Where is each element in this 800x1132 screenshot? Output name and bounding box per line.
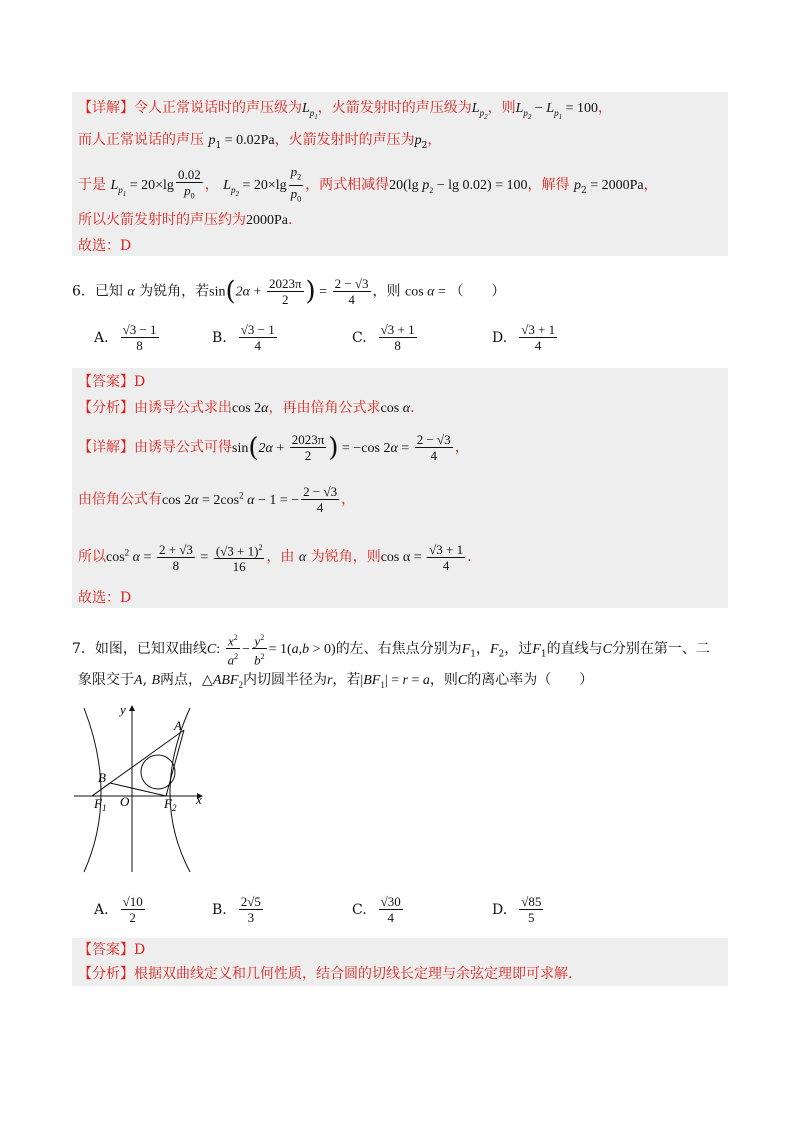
detail-tag: 【详解】令人正常说话时的声压级为 — [78, 100, 302, 116]
solution5-line5: 故选：D — [78, 238, 132, 254]
q6-stem: 6．已知 α 为锐角，若sin(2α + $\frac{2023\pi}{2}$ ) = $\frac{2 - √3}{4}$ ，则 cos α = （ ） — [72, 276, 506, 307]
incircle — [141, 755, 175, 789]
q7-option-d[interactable] — [492, 894, 545, 925]
option-denominator: 8 — [136, 338, 143, 353]
option-denominator: 5 — [528, 910, 535, 925]
q7-option-c[interactable] — [352, 894, 405, 925]
f1-letter: F — [94, 796, 102, 811]
q7-option-b[interactable] — [212, 894, 265, 925]
solution5-line3: 于是 $L_{p_1} = 20\times\lg$ $\frac{0.02}{p_0}$ ， $L_{p_2} = 20\times\lg$ $\frac{p_2}{p_0}$ ，两式相减得20(lg $p_2 - \lg 0.02) = 100$，解得 $p_2 = 2000Pa$， — [78, 164, 658, 204]
option-denominator: 8 — [394, 338, 401, 353]
option-numerator: √3 + 1 — [380, 322, 415, 337]
q7-stem-line2: 象限交于A, B两点，$\triangle ABF_2$内切圆半径为r，若$|BF_1| = r = a$，则C的离心率为（ ） — [78, 672, 594, 690]
origin-label: O — [120, 794, 130, 809]
option-label: B. — [212, 329, 227, 346]
point-a-label: A — [174, 718, 182, 733]
option-label: B. — [212, 901, 227, 918]
option-numerator: √3 + 1 — [521, 322, 556, 337]
option-label: C. — [352, 329, 367, 346]
q6-option-c[interactable] — [352, 322, 419, 353]
option-numerator: √85 — [521, 894, 542, 909]
q7-option-a[interactable] — [94, 894, 147, 925]
option-label: D. — [492, 329, 508, 346]
left-branch — [84, 708, 101, 872]
option-numerator: √3 − 1 — [122, 322, 157, 337]
q6-analysis: 【分析】由诱导公式求出cos 2α，再由倍角公式求cos α. — [78, 400, 415, 416]
option-label: C. — [352, 901, 367, 918]
q6-choose: 故选：D — [78, 590, 132, 606]
line-b-f2 — [110, 783, 166, 796]
option-numerator: √30 — [380, 894, 401, 909]
option-numerator: √10 — [122, 894, 143, 909]
q6-answer: 【答案】D — [78, 374, 146, 390]
y-label: y — [120, 702, 126, 717]
q6-option-d[interactable] — [492, 322, 559, 353]
hyperbola-figure — [70, 700, 220, 880]
option-denominator: 2 — [129, 910, 136, 925]
q6-option-b[interactable] — [212, 322, 279, 353]
q6-detail2: 由倍角公式有$\cos 2\alpha = 2\cos^2$ α − 1 = − $\frac{2 - √3}{4}$ ， — [78, 484, 356, 515]
f2-letter: F — [164, 796, 172, 811]
solution5-line1: 【详解】令人正常说话时的声压级为$L_{p_1}$，火箭发射时的声压级为$L_{p_2}$，则$L_{p_2} - L_{p_1} = 100$， — [78, 100, 612, 121]
q6-detail1: 【详解】由诱导公式可得sin(2α + $\frac{2023\pi}{2}$ ) = −cos 2α = $\frac{2 - √3}{4}$ ， — [78, 432, 469, 463]
q6-detail3: 所以$\cos^2 \alpha$ = $\frac{2 + √3}{8}$ = $\frac{(√3 + 1)^2}{16}$ ，由 α 为锐角，则cos α = $\frac{√3 + 1}{4}$ . — [78, 541, 472, 575]
option-denominator: 4 — [254, 338, 261, 353]
option-label: D. — [492, 901, 508, 918]
q6-option-a[interactable] — [94, 322, 161, 353]
f1-label: $F_1$ — [94, 796, 107, 813]
q7-analysis: 【分析】根据双曲线定义和几何性质，结合圆的切线长定理与余弦定理即可求解. — [78, 966, 573, 982]
option-label: A. — [94, 901, 109, 918]
f2-label: $F_2$ — [164, 796, 177, 813]
x-label: x — [196, 792, 202, 807]
line-a-f2 — [166, 730, 184, 796]
option-denominator: 4 — [534, 338, 542, 353]
option-denominator: 4 — [387, 910, 394, 925]
solution5-line4: 所以火箭发射时的声压约为2000Pa. — [78, 212, 293, 228]
option-numerator: 2√5 — [240, 894, 261, 909]
q7-answer: 【答案】D — [78, 942, 146, 958]
option-label: A. — [94, 329, 109, 346]
q7-stem-line1: 7．如图，已知双曲线C: $\frac{x^2}{a^2}$ − $\frac{y^2}{b^2}$ = 1(a,b > 0)的左、右焦点分别为$F_1$，$F_2$，过$F_1$的直线与C分别在第一、二 — [72, 630, 710, 668]
option-numerator: √3 − 1 — [240, 322, 275, 337]
option-denominator: 3 — [247, 910, 255, 925]
solution5-line2: 而人正常说话的声压 $p_1 = 0.02Pa$，火箭发射时的声压为$p_2$， — [78, 132, 442, 151]
point-b-label: B — [98, 770, 106, 785]
